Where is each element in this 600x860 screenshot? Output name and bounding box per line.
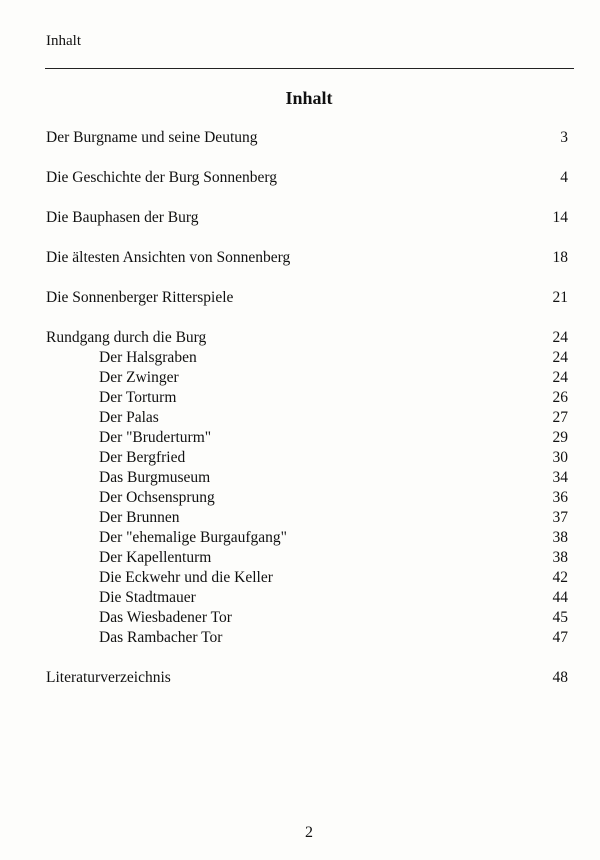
toc-entry-page: 30 [552,449,568,466]
toc-entry-label: Das Wiesbadener Tor [99,609,232,626]
page-number: 2 [305,824,313,841]
toc-entry-label: Die Eckwehr und die Keller [99,569,273,586]
toc-entry [46,128,568,148]
toc-entry [46,248,568,268]
toc-subentry [46,488,568,508]
toc-entry-page: 29 [552,429,568,446]
toc-entry-label: Die Geschichte der Burg Sonnenberg [46,169,278,186]
toc-entry-page: 45 [552,609,568,626]
toc-subentry [46,428,568,448]
toc-entry-label: Die Stadtmauer [99,589,196,606]
toc-entry-label: Literaturverzeichnis [46,669,171,686]
toc-subentry [46,528,568,548]
toc-entry-label: Das Rambacher Tor [99,629,223,646]
toc-subentry [46,608,568,628]
toc-subentry [46,468,568,488]
toc-entry-page: 44 [552,589,568,606]
toc-entry-page: 24 [552,329,568,346]
toc-entry-page: 24 [552,369,568,386]
toc-subentry [46,348,568,368]
toc-entry-page: 34 [552,469,568,486]
toc-entry-label: Der Palas [99,409,159,426]
toc-entry [46,208,568,228]
running-header: Inhalt [46,33,81,49]
toc-entry-page: 26 [552,389,568,406]
toc-entry [46,168,568,188]
toc-entry-page: 36 [552,489,568,506]
page-title: Inhalt [285,88,333,108]
toc-entry-label: Der Halsgraben [99,349,197,366]
table-of-contents [46,128,568,688]
toc-entry-page: 24 [552,349,568,366]
toc-entry-label: Das Burgmuseum [99,469,211,486]
toc-entry-label: Rundgang durch die Burg [46,329,207,346]
toc-subentry [46,448,568,468]
toc-entry-label: Der Zwinger [99,369,179,386]
toc-entry-page: 27 [552,409,568,426]
toc-entry-label: Der "Bruderturm" [99,429,212,446]
toc-entry-page: 37 [552,509,568,526]
toc-entry-page: 38 [552,549,568,566]
toc-entry-label: Der "ehemalige Burgaufgang" [99,529,287,546]
toc-entry-label: Der Kapellenturm [99,549,212,566]
toc-subentry [46,408,568,428]
toc-entry [46,328,568,348]
toc-subentry [46,568,568,588]
toc-entry-page: 14 [552,209,568,226]
toc-subentry [46,628,568,648]
toc-entry-page: 48 [552,669,568,686]
toc-entry-label: Der Bergfried [99,449,186,466]
toc-entry [46,288,568,308]
toc-subentry [46,388,568,408]
toc-entry-page: 18 [552,249,568,266]
toc-entry-label: Die ältesten Ansichten von Sonnenberg [46,249,291,266]
toc-entry-label: Der Torturm [99,389,177,406]
toc-entry-page: 21 [552,289,568,306]
toc-subentry [46,368,568,388]
toc-entry-page: 4 [560,169,568,186]
toc-entry-label: Der Brunnen [99,509,180,526]
toc-entry-page: 47 [552,629,568,646]
toc-entry-page: 42 [552,569,568,586]
toc-entry-label: Die Bauphasen der Burg [46,209,199,226]
toc-subentry [46,588,568,608]
toc-entry-page: 38 [552,529,568,546]
toc-entry-label: Die Sonnenberger Ritterspiele [46,289,234,306]
toc-entry-label: Der Burgname und seine Deutung [46,129,258,146]
toc-subentry [46,548,568,568]
toc-subentry [46,508,568,528]
toc-entry [46,668,568,688]
toc-entry-page: 3 [560,129,568,146]
toc-entry-label: Der Ochsensprung [99,489,215,506]
header-rule [45,68,574,69]
